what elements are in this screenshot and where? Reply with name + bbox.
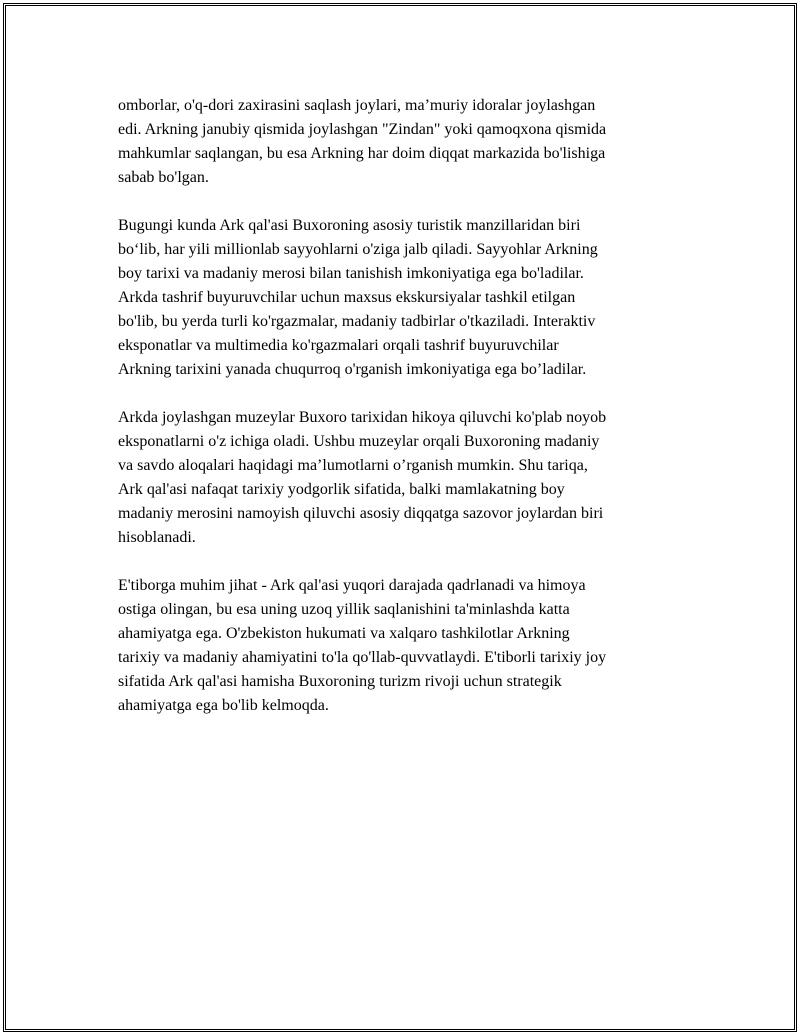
text-line: edi. Arkning janubiy qismida joylashgan "Zindan" yoki qamoqxona qismida <box>118 121 607 138</box>
text-line: sabab bo'lgan. <box>118 169 209 186</box>
text-line: hisoblanadi. <box>118 529 196 546</box>
text-line: Arkda joylashgan muzeylar Buxoro tarixidan hikoya qiluvchi ko'plab noyob <box>118 409 607 426</box>
text-line: sifatida Ark qal'asi hamisha Buxoroning turizm rivoji uchun strategik <box>118 673 562 690</box>
text-line: tarixiy va madaniy ahamiyatini to'la qo'llab-quvvatlaydi. E'tiborli tarixiy joy <box>118 649 607 666</box>
text-line: bo‘lib, har yili millionlab sayyohlarni o'ziga jalb qiladi. Sayyohlar Arkning <box>118 241 598 258</box>
text-line: boy tarixi va madaniy merosi bilan tanishish imkoniyatiga ega bo'ladilar. <box>118 265 584 282</box>
text-line: ostiga olingan, bu esa uning uzoq yillik saqlanishini ta'minlashda katta <box>118 601 570 618</box>
text-line: omborlar, o'q-dori zaxirasini saqlash joylari, ma’muriy idoralar joylashgan <box>118 97 596 114</box>
text-line: Bugungi kunda Ark qal'asi Buxoroning asosiy turistik manzillaridan biri <box>118 217 581 234</box>
text-line: ahamiyatga ega bo'lib kelmoqda. <box>118 697 329 714</box>
text-line: eksponatlarni o'z ichiga oladi. Ushbu muzeylar orqali Buxoroning madaniy <box>118 433 600 450</box>
paragraph-1 <box>118 94 686 190</box>
paragraph-3 <box>118 406 686 550</box>
text-line: ahamiyatga ega. O'zbekiston hukumati va xalqaro tashkilotlar Arkning <box>118 625 570 642</box>
text-line: eksponatlar va multimedia ko'rgazmalari orqali tashrif buyuruvchilar <box>118 337 559 354</box>
text-line: Ark qal'asi nafaqat tarixiy yodgorlik sifatida, balki mamlakatning boy <box>118 481 565 498</box>
paragraph-4 <box>118 574 686 718</box>
text-line: bo'lib, bu yerda turli ko'rgazmalar, madaniy tadbirlar o'tkaziladi. Interaktiv <box>118 313 596 330</box>
paragraph-2 <box>118 214 686 382</box>
text-line: va savdo aloqalari haqidagi ma’lumotlarni o’rganish mumkin. Shu tariqa, <box>118 457 588 474</box>
text-line: mahkumlar saqlangan, bu esa Arkning har doim diqqat markazida bo'lishiga <box>118 145 606 162</box>
document-body <box>118 94 686 742</box>
text-line: E'tiborga muhim jihat - Ark qal'asi yuqori darajada qadrlanadi va himoya <box>118 577 586 594</box>
text-line: Arkda tashrif buyuruvchilar uchun maxsus ekskursiyalar tashkil etilgan <box>118 289 576 306</box>
text-line: madaniy merosini namoyish qiluvchi asosiy diqqatga sazovor joylardan biri <box>118 505 604 522</box>
text-line: Arkning tarixini yanada chuqurroq o'rganish imkoniyatiga ega bo’ladilar. <box>118 361 587 378</box>
